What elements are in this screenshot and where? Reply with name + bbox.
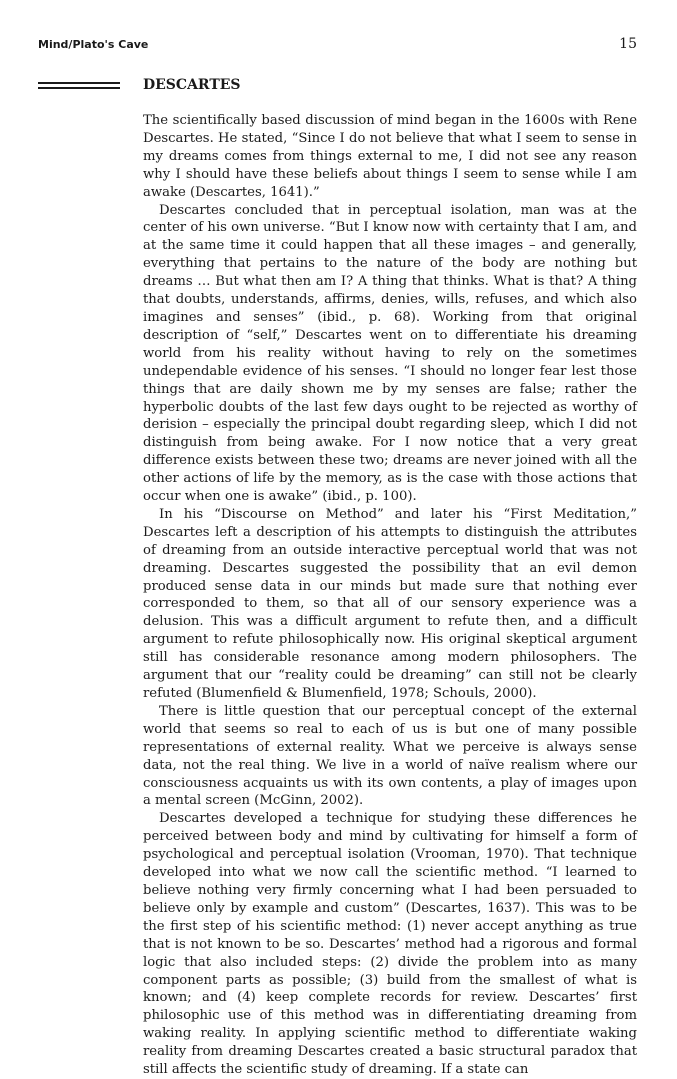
paragraph-2: Descartes concluded that in perceptual isolation, man was at the center of his own universe. “But I know now with certainty that I am, and at the same time it could happen that all these images – and generally, everything that pertains to the nature of the body are nothing but dreams … But what then am I? A thing that thinks. What is that? A thing that doubts, understands, affirms, denies, wills, refuses, and which also imagines and senses” (ibid., p. 68). Working from that original description of “self,” Descartes went on to differentiate his dreaming world from his reality without having to rely on the sometimes undependable evidence of his senses. “I should no longer fear lest those things that are daily shown me by my senses are false; rather the hyperbolic doubts of the last few days ought to be rejected as worthy of derision – especially the principal doubt regarding sleep, which I did not distinguish from being awake. For I now notice that a very great difference exists between these two; dreams are never joined with all the other actions of life by the memory, as is the case with those actions that occur when one is awake” (ibid., p. 100).	[143, 202, 637, 505]
section-title: DESCARTES	[143, 77, 241, 93]
page-number: 15	[619, 36, 637, 52]
body-text	[143, 112, 637, 1079]
paragraph-3: In his “Discourse on Method” and later his “First Meditation,” Descartes left a description of his attempts to distinguish the attributes of dreaming from an outside interactive perceptual world that was not dreaming. Descartes suggested the possibility that an evil demon produced sense data in our minds but made sure that nothing ever corresponded to them, so that all of our sensory experience was a delusion. This was a difficult argument to refute then, and a difficult argument to refute philosophically now. His original skeptical argument still has considerable resonance among modern philosophers. The argument that our “reality could be dreaming” can still not be clearly refuted (Blumenfield & Blumenfield, 1978; Schouls, 2000).	[143, 506, 637, 701]
paragraph-4: There is little question that our perceptual concept of the external world that seems so real to each of us is but one of many possible representations of external reality. What we perceive is always sense data, not the real thing. We live in a world of naïve realism where our consciousness acquaints us with its own contents, a play of images upon a mental screen (McGinn, 2002).	[143, 703, 637, 809]
paragraph-5: Descartes developed a technique for studying these differences he perceived between body and mind by cultivating for himself a form of psychological and perceptual isolation (Vrooman, 1970). That technique developed into what we now call the scientific method. “I learned to believe nothing very firmly concerning what I had been persuaded to believe only by example and custom” (Descartes, 1637). This was to be the first step of his scientific method: (1) never accept anything as true that is not known to be so. Descartes’ method had a rigorous and formal logic that also included steps: (2) divide the problem into as many component parts as possible; (3) build from the smallest of what is known; and (4) keep complete records for review. Descartes’ first philosophic use of this method was in differentiating dreaming from waking reality. In applying scientific method to differentiate waking reality from dreaming Descartes created a basic structural paradox that still affects the scientific study of dreaming. If a state can	[143, 811, 637, 1078]
paragraph-1: The scientifically based discussion of mind began in the 1600s with Rene Descartes. He stated, “Since I do not believe that what I seem to sense in my dreams comes from things external to me, I did not see any reason why I should have these beliefs about things I seem to sense while I am awake (Descartes, 1641).”	[143, 113, 637, 200]
running-head: Mind/Plato's Cave	[38, 38, 149, 51]
section-rule	[38, 82, 120, 89]
